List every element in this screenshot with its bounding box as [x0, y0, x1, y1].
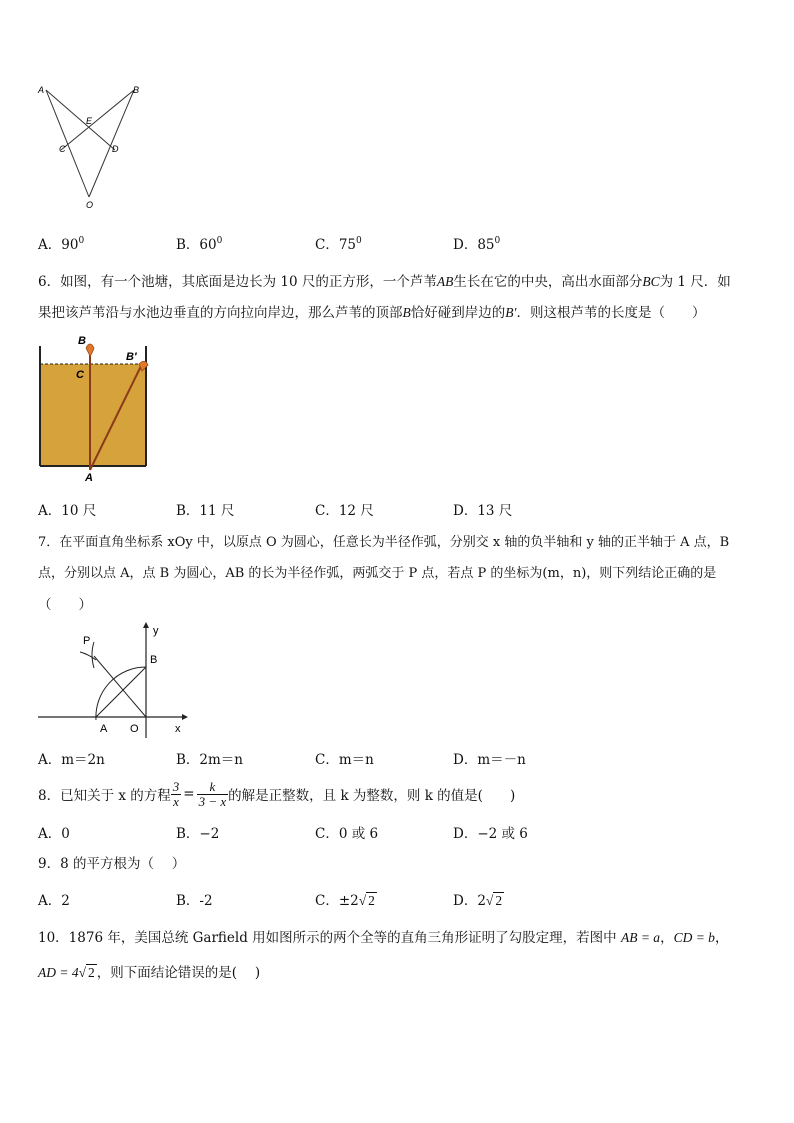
q5-option-b-sup: 0 — [216, 236, 223, 246]
q9-option-c[interactable] — [315, 889, 377, 909]
q5-option-c-sup: 0 — [356, 236, 362, 246]
fig5-label-b: B — [133, 85, 140, 95]
fig6-label-c: C — [76, 369, 84, 381]
fig5-label-c: C — [59, 144, 66, 154]
q8-fraction-1 — [171, 780, 182, 809]
q8-num1: 3 — [172, 778, 180, 794]
q10-line-2 — [38, 961, 260, 981]
q6-bc: BC — [642, 274, 660, 289]
figure-q6-pond — [36, 332, 152, 482]
q9-option-d-sqrt: √ 2 — [485, 893, 503, 908]
fig7-label-o: O — [130, 723, 139, 735]
q6-text-1: 6．如图，有一个池塘，其底面是边长为 10 尺的正方形，一个芦苇 — [38, 274, 437, 290]
q6-text-2b: 恰好碰到岸边的 — [410, 305, 506, 321]
q9-option-c-sqrt: √ 2 — [358, 893, 375, 908]
q7-option-c[interactable]: C．m＝n — [315, 752, 374, 768]
q8-prefix: 8．已知关于 x 的方程 — [38, 788, 171, 804]
q8-fraction-2 — [197, 780, 229, 809]
q7-option-a[interactable]: A．m＝2n — [38, 752, 105, 768]
q10-cd: CD = b — [673, 930, 715, 945]
q5-option-d-text: D．85 — [453, 237, 495, 253]
q10-ab: AB = a — [620, 930, 661, 945]
q5-option-d[interactable] — [453, 233, 500, 253]
fig5-label-o: O — [86, 200, 94, 210]
q7-line-1: 7．在平面直角坐标系 xOy 中，以原点 O 为圆心，任意长为半径作弧，分别交 x 轴的负半轴和 y 轴的正半轴于 A 点，B — [38, 535, 730, 550]
q6-option-d[interactable]: D．13 尺 — [453, 503, 513, 519]
q6-ab: AB — [436, 274, 454, 289]
q5-option-a[interactable] — [38, 233, 84, 253]
q9-option-c-text: C．±2 — [315, 893, 359, 909]
q6-text-1b: 生长在它的中央，高出水面部分 — [453, 274, 643, 290]
reed-tip-left — [86, 344, 94, 356]
q9-option-c-radicand: 2 — [368, 893, 375, 908]
q9-option-d-radicand: 2 — [495, 893, 503, 908]
q8-den1: x — [173, 793, 179, 809]
q6-text-1c: 为 1 尺．如 — [659, 274, 731, 290]
q6-option-b[interactable]: B．11 尺 — [176, 503, 235, 519]
fig7-label-a: A — [100, 723, 108, 735]
q10-end1: ， — [714, 930, 729, 946]
q5-option-a-sup: 0 — [78, 236, 85, 246]
q8-option-b[interactable]: B．−2 — [176, 826, 220, 842]
q8-option-c[interactable]: C．0 或 6 — [315, 826, 379, 842]
q10-text-2: ，则下面结论错误的是( ) — [96, 965, 261, 981]
pond-water — [40, 364, 146, 465]
fig7-label-y: y — [153, 625, 159, 637]
arc-from-b — [92, 642, 94, 668]
q9-question: 9．8 的平方根为（ ） — [38, 856, 186, 872]
segment-op — [94, 656, 146, 717]
q10-line-1 — [38, 926, 728, 946]
q8-num2: k — [197, 780, 229, 795]
q10-text-1: 10．1876 年，美国总统 Garfield 用如图所示的两个全等的直角三角形证明了勾股定理，若图中 — [38, 930, 617, 946]
q6-option-a[interactable]: A．10 尺 — [38, 503, 97, 519]
q5-option-b-text: B．60 — [176, 237, 217, 253]
arc-from-a — [80, 652, 96, 660]
q10-sep: ， — [660, 930, 674, 946]
figure-q5-triangles — [36, 84, 146, 212]
q10-ad: AD = 4 — [38, 965, 79, 980]
q8-den2: 3 − x — [198, 793, 227, 809]
q6-b: B — [402, 305, 411, 320]
q9-option-b[interactable]: B．-2 — [176, 893, 213, 909]
q8-line — [38, 774, 515, 814]
q10-ad-sqrt: √ 2 — [78, 965, 95, 980]
q8-option-d[interactable]: D．−2 或 6 — [453, 826, 528, 842]
q8-suffix: 的解是正整数，且 k 为整数，则 k 的值是( ) — [228, 788, 516, 804]
fig6-label-b: B — [78, 335, 86, 347]
fig7-label-b: B — [150, 654, 158, 666]
q8-option-a[interactable]: A．0 — [38, 826, 70, 842]
q7-option-b[interactable]: B．2m＝n — [176, 752, 244, 768]
segment-ab — [96, 667, 146, 717]
fig7-label-p: P — [83, 635, 91, 647]
q7-line-2: 点，分别以点 A，点 B 为圆心，AB 的长为半径作弧，两弧交于 P 点，若点 P 的坐标为(m，n)，则下列结论正确的是 — [38, 566, 717, 581]
q9-option-d[interactable] — [453, 889, 504, 909]
q6-line-1 — [38, 270, 731, 290]
fig7-label-x: x — [175, 723, 181, 735]
q5-option-b[interactable] — [176, 233, 222, 253]
q6-text-2c: ．则这根芦苇的长度是（ ） — [516, 305, 706, 321]
q7-line-3: （ ） — [38, 597, 92, 613]
fig5-label-e: E — [86, 116, 93, 126]
q9-option-d-text: D．2 — [453, 893, 486, 909]
q6-option-c[interactable]: C．12 尺 — [315, 503, 374, 519]
fig6-label-a: A — [85, 472, 93, 482]
q5-option-c[interactable] — [315, 233, 362, 253]
q5-option-d-sup: 0 — [494, 236, 501, 246]
q6-text-2: 果把该芦苇沿与水池边垂直的方向拉向岸边，那么芦苇的顶部 — [38, 305, 403, 321]
q9-option-a[interactable]: A．2 — [38, 893, 70, 909]
fig6-label-bp: B′ — [126, 351, 137, 363]
q10-ad-radicand: 2 — [88, 965, 95, 980]
q8-equals: = — [183, 786, 195, 802]
fig5-label-d: D — [112, 144, 119, 154]
q6-bprime: B′ — [505, 305, 517, 320]
fig5-label-a: A — [38, 85, 45, 95]
figure-q7-construction — [36, 620, 194, 740]
q7-option-d[interactable]: D．m＝－n — [453, 752, 526, 768]
q6-line-2 — [38, 301, 705, 321]
q5-option-c-text: C．75 — [315, 237, 357, 253]
q5-option-a-text: A．90 — [38, 237, 79, 253]
